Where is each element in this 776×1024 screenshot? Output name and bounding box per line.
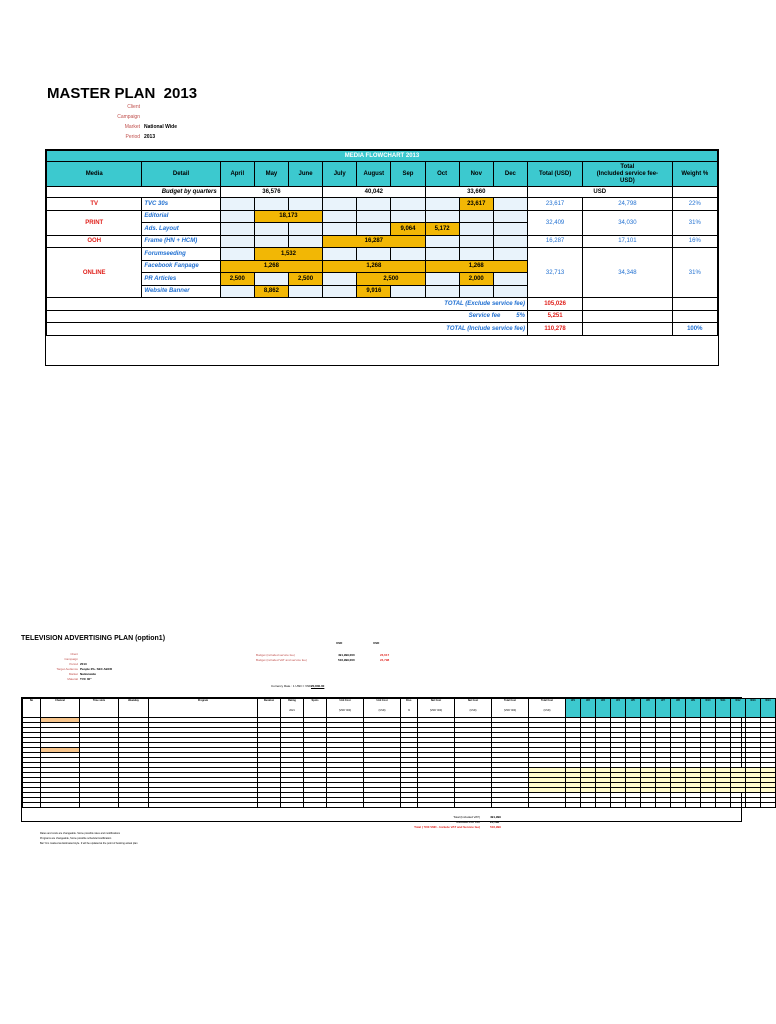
tv-meta-label: Period <box>69 662 78 666</box>
tv-meta-row <box>40 657 80 661</box>
meta-row <box>47 123 177 132</box>
summary-label-text: TOTAL (Exclude service fee) <box>444 300 525 307</box>
budget-blank <box>672 187 717 198</box>
month-cell <box>288 198 322 211</box>
header-total-usd: Total (USD) <box>527 162 582 187</box>
budget-q3: 33,660 <box>425 187 527 198</box>
flight-bar: 5,172 <box>425 223 459 236</box>
flight-bar: 9,916 <box>357 285 391 298</box>
month-cell <box>425 210 459 223</box>
tv-cell <box>529 803 566 808</box>
flight-bar: 1,532 <box>254 248 322 261</box>
tv-cell <box>149 803 258 808</box>
tv-meta-row <box>40 652 80 656</box>
header-month: Dec <box>493 162 527 187</box>
group-total-incl: 24,798 <box>583 198 672 211</box>
tv-header-cell <box>529 699 566 718</box>
tv-cell <box>671 803 686 808</box>
month-cell <box>425 285 459 298</box>
budget-q1: 36,576 <box>220 187 322 198</box>
tv-cell <box>626 803 641 808</box>
flight-bar: 2,500 <box>220 273 254 286</box>
media-online: ONLINE <box>47 248 142 298</box>
month-cell <box>391 285 425 298</box>
tv-cell <box>656 803 671 808</box>
tv-meta-label: Material <box>67 677 78 681</box>
tv-cell <box>641 803 656 808</box>
meta-label: Market <box>124 124 140 130</box>
tv-header-sub: (USD) <box>469 709 477 712</box>
tv-header-cell <box>455 699 492 718</box>
tv-cell <box>364 803 401 808</box>
summary-label <box>47 298 528 311</box>
tv-cell <box>304 803 327 808</box>
month-cell <box>425 248 459 261</box>
tv-meta-label: Campaign <box>64 657 78 661</box>
header-month: June <box>288 162 322 187</box>
group-total-usd: 16,287 <box>527 235 582 248</box>
summary-value: 5,251 <box>527 310 582 323</box>
tv-header-label: Weekday <box>128 699 139 702</box>
media-tv: TV <box>47 198 142 211</box>
month-cell <box>220 210 254 223</box>
detail-label: Editorial <box>142 210 220 223</box>
tv-header-row <box>23 699 776 718</box>
month-cell <box>425 235 459 248</box>
summary-label <box>47 323 528 336</box>
month-cell <box>254 198 288 211</box>
tv-header-sub: % <box>407 709 411 712</box>
tv-header-label: Channel <box>55 699 65 702</box>
header-month: July <box>323 162 357 187</box>
group-total-usd: 23,617 <box>527 198 582 211</box>
tv-header-sub: (VND '000) <box>503 709 517 712</box>
header-weight: Weight % <box>672 162 717 187</box>
tv-week-header: W6 <box>641 699 656 718</box>
month-cell <box>323 210 357 223</box>
summary-blank <box>583 310 672 323</box>
month-cell <box>220 198 254 211</box>
flow-row <box>47 235 718 248</box>
tv-header-label: Total Cost <box>503 699 517 702</box>
tv-week-header: W3 <box>596 699 611 718</box>
meta-row <box>47 133 155 142</box>
tv-meta-value: TVC 30" <box>80 677 92 681</box>
currency-value: 20,830.00 <box>311 684 325 688</box>
tv-header-cell <box>80 699 119 718</box>
tv-header-cell <box>23 699 41 718</box>
tv-cell <box>611 803 626 808</box>
header-month: Oct <box>425 162 459 187</box>
detail-label: Ads. Layout <box>142 223 220 236</box>
month-cell <box>254 273 288 286</box>
summary-weight: 100% <box>672 323 717 336</box>
group-total-usd: 32,409 <box>527 210 582 235</box>
budget-label: Budget by quarters <box>47 187 221 198</box>
flow-row <box>47 248 718 261</box>
tv-budget-vnd: 516,999,000 <box>338 658 355 662</box>
month-cell <box>493 248 527 261</box>
tv-total-label: Total (Included VAT) <box>453 815 480 819</box>
tv-cell <box>327 803 364 808</box>
flight-bar: 16,287 <box>323 235 425 248</box>
tv-meta-row <box>40 672 96 676</box>
flow-row <box>47 210 718 223</box>
header-total-incl: Total (Included service fee- USD) <box>583 162 672 187</box>
month-cell <box>323 273 357 286</box>
tv-header-label: Total Cost <box>540 699 554 702</box>
tv-header-cell <box>149 699 258 718</box>
summary-value: 105,026 <box>527 298 582 311</box>
tv-meta-value: 2013 <box>80 662 87 666</box>
group-total-incl: 34,348 <box>583 248 672 298</box>
month-cell <box>459 223 493 236</box>
tv-header-label: Disc. <box>406 699 412 702</box>
tv-header-sub: (USD) <box>378 709 386 712</box>
month-cell <box>220 235 254 248</box>
tv-header-sub: (VND '000) <box>338 709 352 712</box>
flight-bar: 1,268 <box>220 260 322 273</box>
tv-note: Programs are changeable, Some possible schedule/modification <box>40 837 112 840</box>
meta-value: National Wide <box>144 124 178 130</box>
tv-cell <box>119 803 149 808</box>
flight-bar: 1,268 <box>323 260 425 273</box>
month-cell <box>493 198 527 211</box>
group-total-incl: 34,030 <box>583 210 672 235</box>
tv-week-header: W8 <box>671 699 686 718</box>
header-month: Nov <box>459 162 493 187</box>
month-cell <box>323 198 357 211</box>
group-total-incl: 17,101 <box>583 235 672 248</box>
month-cell <box>357 248 391 261</box>
tv-header-label: Program <box>197 699 209 702</box>
tv-budget-label: Budget (included VAT and service fee) <box>256 658 307 662</box>
tv-total-value: 491,999 <box>490 815 501 819</box>
header-media: Media <box>47 162 142 187</box>
media-print: PRINT <box>47 210 142 235</box>
tv-budget-label: Budget (included service fee) <box>256 653 295 657</box>
month-cell <box>493 273 527 286</box>
tv-header-cell <box>119 699 149 718</box>
month-cell <box>425 273 459 286</box>
detail-label: PR Articles <box>142 273 220 286</box>
group-weight: 31% <box>672 210 717 235</box>
tv-header-cell <box>304 699 327 718</box>
detail-label: Facebook Fanpage <box>142 260 220 273</box>
header-detail: Detail <box>142 162 220 187</box>
tv-header-label: Net Cost <box>467 699 479 702</box>
summary-extra: 5% <box>516 313 525 320</box>
tv-meta-row <box>40 667 112 671</box>
tv-header-label: Unit Cost <box>376 699 388 702</box>
summary-value: 110,278 <box>527 323 582 336</box>
flight-bar: 1,268 <box>425 260 527 273</box>
tv-header-label: Unit Cost <box>339 699 351 702</box>
tv-header-label: Rating <box>288 699 296 702</box>
tv-meta-label: Target Audience <box>56 667 78 671</box>
tv-row <box>23 803 776 808</box>
flight-bar: 2,000 <box>459 273 493 286</box>
month-cell <box>459 285 493 298</box>
tv-header-cell <box>401 699 418 718</box>
month-cell <box>220 223 254 236</box>
tv-cell <box>596 803 611 808</box>
month-cell <box>459 248 493 261</box>
month-cell <box>323 223 357 236</box>
tv-cell <box>581 803 596 808</box>
tv-cell <box>761 803 776 808</box>
page-title: MASTER PLAN 2013 <box>47 85 198 102</box>
month-cell <box>357 223 391 236</box>
tv-total-label: Service Fee <box>463 820 480 824</box>
tv-week-header: W2 <box>581 699 596 718</box>
tv-total-pct: 5.00% <box>456 820 465 824</box>
tv-cell <box>686 803 701 808</box>
flowchart-table <box>46 150 718 336</box>
month-cell <box>323 248 357 261</box>
month-cell <box>493 210 527 223</box>
tv-budget-usd: 24,798 <box>380 658 390 662</box>
flight-bar: 2,500 <box>288 273 322 286</box>
tv-budget-col: USD <box>336 641 343 645</box>
meta-row <box>47 113 144 122</box>
month-cell <box>254 235 288 248</box>
tv-header-cell <box>41 699 80 718</box>
tv-header-cell <box>327 699 364 718</box>
tv-cell <box>716 803 731 808</box>
summary-blank <box>583 323 672 336</box>
tv-header-label: No <box>29 699 34 702</box>
month-cell <box>459 235 493 248</box>
month-cell <box>391 198 425 211</box>
month-cell <box>254 223 288 236</box>
tv-note: Rates and costs are changeable. Some possible rates and modifications <box>40 832 121 835</box>
tv-cell <box>401 803 418 808</box>
tv-week-header: W1 <box>566 699 581 718</box>
tv-header-cell <box>281 699 304 718</box>
summary-row <box>47 298 718 311</box>
summary-row <box>47 310 718 323</box>
meta-label: Period <box>125 134 140 140</box>
flowchart-title: MEDIA FLOWCHART 2013 <box>47 151 718 162</box>
tv-cell <box>566 803 581 808</box>
detail-label: TVC 30s <box>142 198 220 211</box>
tv-week-header: W10 <box>701 699 716 718</box>
tv-meta-value: Nationwide <box>80 672 97 676</box>
tv-total-value: 24,598 <box>490 820 500 824</box>
tv-header-cell <box>418 699 455 718</box>
tv-meta-label: Client <box>70 652 78 656</box>
detail-label: Frame (HN + HCM) <box>142 235 220 248</box>
summary-weight <box>672 310 717 323</box>
summary-label-text: TOTAL (Include service fee) <box>446 325 525 332</box>
month-cell <box>391 248 425 261</box>
month-cell <box>459 210 493 223</box>
tv-cell <box>258 803 281 808</box>
month-cell <box>493 223 527 236</box>
tv-week-header: W9 <box>686 699 701 718</box>
header-month: Sep <box>391 162 425 187</box>
month-cell <box>493 285 527 298</box>
summary-label <box>47 310 528 323</box>
tv-week-header: W14 <box>761 699 776 718</box>
tv-header-cell <box>492 699 529 718</box>
flight-bar: 23,617 <box>459 198 493 211</box>
tv-cell <box>41 803 80 808</box>
tv-week-header: W13 <box>746 699 761 718</box>
tv-meta-value: People 25+ SEC ABCD <box>80 667 113 671</box>
tv-plan-table <box>21 697 771 822</box>
tv-cell <box>746 803 761 808</box>
summary-row <box>47 323 718 336</box>
tv-header-label: Net Cost <box>430 699 442 702</box>
media-flowchart <box>45 149 719 366</box>
month-cell <box>425 198 459 211</box>
tv-cell <box>731 803 746 808</box>
month-cell <box>288 235 322 248</box>
tv-cell <box>418 803 455 808</box>
group-total-usd: 32,713 <box>527 248 582 298</box>
meta-row <box>47 103 144 112</box>
tv-total-value: 516,999 <box>490 825 501 829</box>
meta-label: Campaign <box>117 114 140 120</box>
month-cell <box>323 285 357 298</box>
tv-total-label: Total ( '000 VND - Include VAT and Service fee) <box>414 825 480 829</box>
group-weight: 22% <box>672 198 717 211</box>
month-cell <box>357 198 391 211</box>
tv-week-header: W7 <box>656 699 671 718</box>
currency-label: Currency Rate : 1 USD = VND <box>271 684 312 688</box>
month-cell <box>357 210 391 223</box>
summary-blank <box>583 298 672 311</box>
tv-cell <box>455 803 492 808</box>
summary-label-text: Service fee <box>468 313 501 320</box>
group-weight: 31% <box>672 248 717 298</box>
tv-meta-row <box>40 662 87 666</box>
month-cell <box>220 285 254 298</box>
detail-label: Forumseeding <box>142 248 220 261</box>
tv-note: Bar % is marked as Estimated style. It will be updated at the point of booking actual plan <box>40 842 138 845</box>
tv-cell <box>281 803 304 808</box>
tv-header-cell <box>258 699 281 718</box>
flight-bar: 2,500 <box>357 273 425 286</box>
tv-meta-row <box>40 677 92 681</box>
tv-meta-label: Market <box>68 672 78 676</box>
month-cell <box>220 248 254 261</box>
month-cell <box>493 235 527 248</box>
tv-cell <box>701 803 716 808</box>
month-cell <box>288 285 322 298</box>
tv-week-header: W5 <box>626 699 641 718</box>
flow-row <box>47 198 718 211</box>
flight-bar: 8,862 <box>254 285 288 298</box>
budget-currency: USD <box>527 187 672 198</box>
header-month: April <box>220 162 254 187</box>
meta-label: Client <box>127 104 140 110</box>
tv-cell <box>492 803 529 808</box>
tv-plan-title: TELEVISION ADVERTISING PLAN (option1) <box>21 635 166 642</box>
header-month: August <box>357 162 391 187</box>
flight-bar: 9,064 <box>391 223 425 236</box>
budget-q2: 40,042 <box>323 187 425 198</box>
meta-value: 2013 <box>144 134 156 140</box>
tv-budget-usd: 23,617 <box>380 653 390 657</box>
tv-cell <box>23 803 41 808</box>
tv-header-sub: 2021 <box>289 709 295 712</box>
tv-budget-vnd: 491,999,000 <box>338 653 355 657</box>
media-ooh: OOH <box>47 235 142 248</box>
tv-header-label: Spots <box>311 699 319 702</box>
month-cell <box>391 210 425 223</box>
tv-header-label: Time slots <box>92 699 106 702</box>
detail-label: Website Banner <box>142 285 220 298</box>
tv-header-sub: (VND '000) <box>429 709 443 712</box>
tv-header-label: Duration <box>263 699 275 702</box>
tv-week-header: W12 <box>731 699 746 718</box>
group-weight: 16% <box>672 235 717 248</box>
tv-header-cell <box>364 699 401 718</box>
tv-cell <box>80 803 119 808</box>
flight-bar: 18,173 <box>254 210 322 223</box>
tv-budget-col: USD <box>373 641 380 645</box>
tv-week-header: W11 <box>716 699 731 718</box>
tv-week-header: W4 <box>611 699 626 718</box>
month-cell <box>288 223 322 236</box>
header-month: May <box>254 162 288 187</box>
tv-header-sub: (USD) <box>543 709 551 712</box>
summary-weight <box>672 298 717 311</box>
